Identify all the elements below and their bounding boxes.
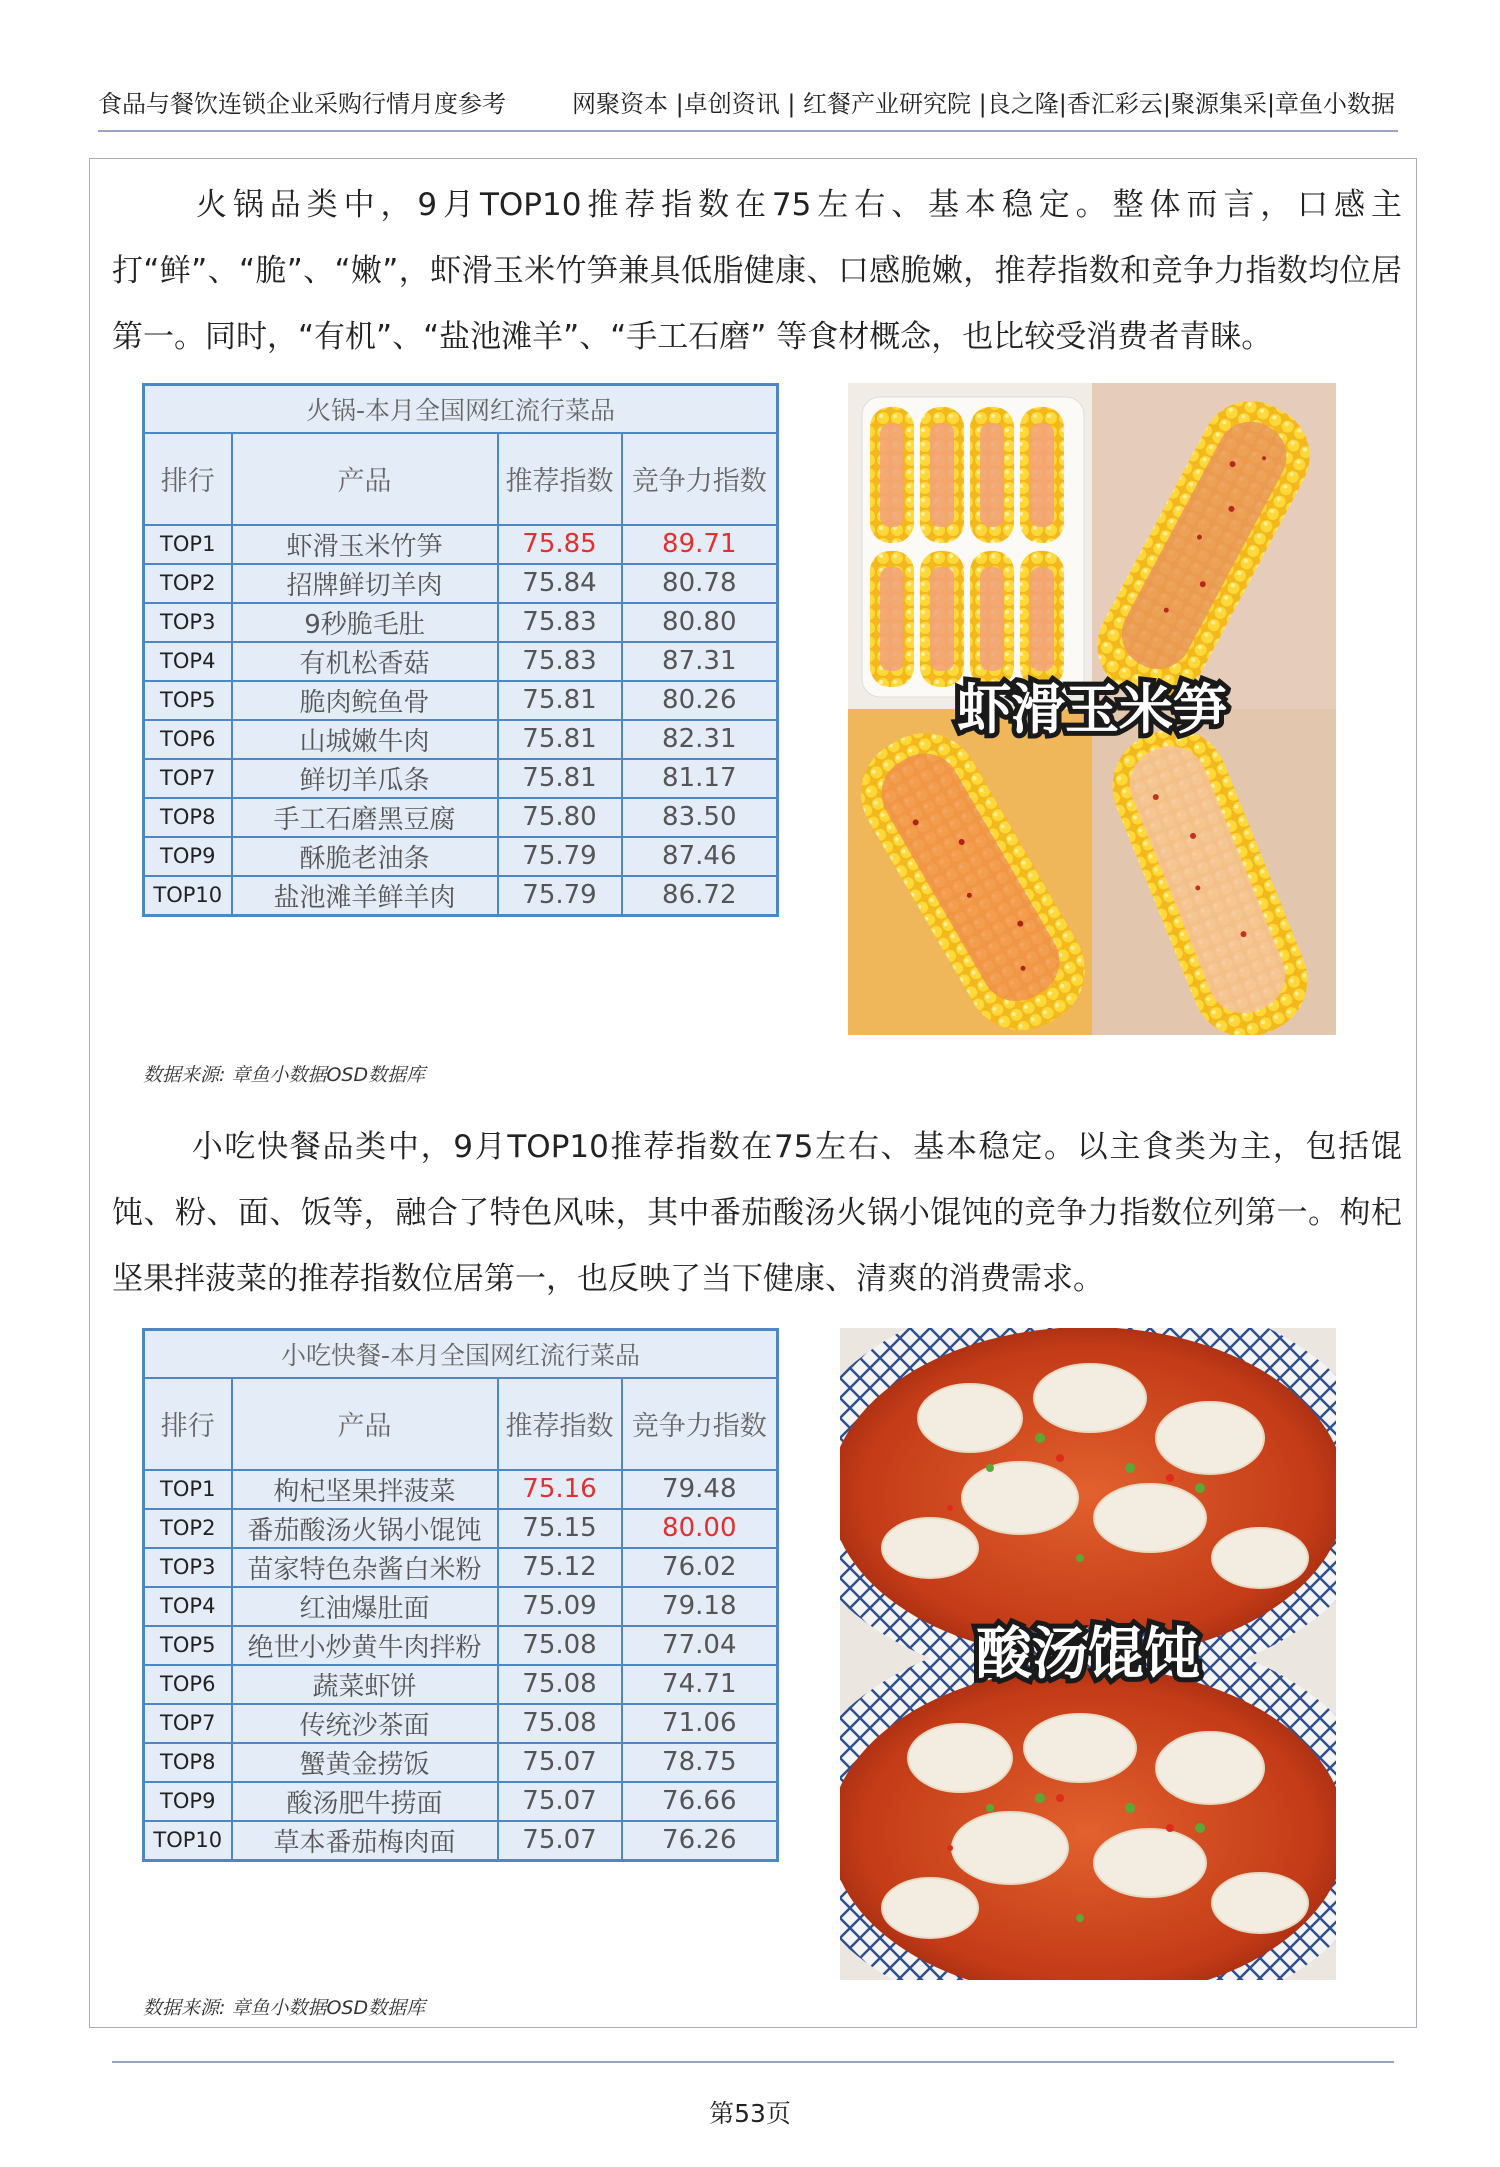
hotpot-comp-index-cell: 80.80 [622,603,778,642]
hotpot-product-cell: 脆肉鲩鱼骨 [232,681,498,720]
snack-product-cell: 酸汤肥牛捞面 [232,1782,498,1821]
header-left-title: 食品与餐饮连锁企业采购行情月度参考 [98,90,506,118]
hotpot-table-row [144,642,778,681]
hotpot-product-cell: 虾滑玉米竹笋 [232,525,498,564]
hotpot-table-row [144,681,778,720]
hotpot-table-row [144,759,778,798]
footer-divider [112,2061,1394,2063]
hotpot-rec-index-cell: 75.79 [498,876,622,916]
wonton-photo [840,1328,1336,1980]
snack-comp-index-cell: 79.18 [622,1587,778,1626]
page-number: 第53页 [709,2099,791,2128]
snack-header-rec: 推荐指数 [498,1378,622,1470]
hotpot-comp-index-cell: 87.31 [622,642,778,681]
corn-shrimp-image [848,383,1336,1035]
hotpot-rank-cell: TOP3 [144,603,232,642]
hotpot-rec-index-cell: 75.80 [498,798,622,837]
snack-rank-cell: TOP5 [144,1626,232,1665]
snack-rec-index-cell: 75.07 [498,1821,622,1861]
hotpot-table-row [144,798,778,837]
wonton-image [840,1328,1336,1980]
hotpot-rank-cell: TOP4 [144,642,232,681]
snack-rank-cell: TOP7 [144,1704,232,1743]
corn-shrimp-photo [848,383,1336,1035]
hotpot-table-row [144,603,778,642]
snack-product-cell: 番茄酸汤火锅小馄饨 [232,1509,498,1548]
snack-table-row [144,1470,778,1509]
snack-table [142,1328,779,1862]
hotpot-rank-cell: TOP1 [144,525,232,564]
hotpot-paragraph-text: 火锅品类中，9月TOP10推荐指数在75左右、基本稳定。整体而言，口感主打“鲜”、“脆”、“嫩”，虾滑玉米竹笋兼具低脂健康、口感脆嫩，推荐指数和竞争力指数均位居第一。同时，“有机”、“盐池滩羊”、“手工石磨” 等食材概念，也比较受消费者青睐。 [112,187,1402,355]
hotpot-rank-cell: TOP2 [144,564,232,603]
snack-rec-index-cell: 75.16 [498,1470,622,1509]
hotpot-rank-cell: TOP8 [144,798,232,837]
snack-table-row [144,1626,778,1665]
snack-rec-index-cell: 75.09 [498,1587,622,1626]
snack-paragraph-text: 小吃快餐品类中，9月TOP10推荐指数在75左右、基本稳定。以主食类为主，包括馄饨、粉、面、饭等，融合了特色风味，其中番茄酸汤火锅小馄饨的竞争力指数位列第一。枸杞坚果拌菠菜的推荐指数位居第一，也反映了当下健康、清爽的消费需求。 [112,1129,1402,1297]
snack-rec-index-cell: 75.08 [498,1626,622,1665]
hotpot-product-cell: 9秒脆毛肚 [232,603,498,642]
snack-table-row [144,1665,778,1704]
snack-header-product: 产品 [232,1378,498,1470]
snack-table-row [144,1782,778,1821]
hotpot-rank-cell: TOP6 [144,720,232,759]
snack-product-cell: 苗家特色杂酱白米粉 [232,1548,498,1587]
snack-comp-index-cell: 79.48 [622,1470,778,1509]
hotpot-rec-index-cell: 75.83 [498,603,622,642]
hotpot-comp-index-cell: 86.72 [622,876,778,916]
snack-header-comp: 竞争力指数 [622,1378,778,1470]
wonton-caption: 酸汤馄饨 [976,1622,1200,1687]
snack-rec-index-cell: 75.07 [498,1743,622,1782]
snack-table-row [144,1587,778,1626]
hotpot-comp-index-cell: 87.46 [622,837,778,876]
hotpot-header-rank: 排行 [144,433,232,525]
hotpot-product-cell: 山城嫩牛肉 [232,720,498,759]
hotpot-rec-index-cell: 75.83 [498,642,622,681]
snack-table-row [144,1821,778,1861]
snack-comp-index-cell: 76.02 [622,1548,778,1587]
hotpot-product-cell: 鲜切羊瓜条 [232,759,498,798]
hotpot-comp-index-cell: 82.31 [622,720,778,759]
hotpot-table [142,383,779,917]
hotpot-rank-cell: TOP7 [144,759,232,798]
hotpot-table-row [144,525,778,564]
snack-product-cell: 蔬菜虾饼 [232,1665,498,1704]
snack-rec-index-cell: 75.12 [498,1548,622,1587]
hotpot-rec-index-cell: 75.84 [498,564,622,603]
snack-rec-index-cell: 75.07 [498,1782,622,1821]
hotpot-table-row [144,564,778,603]
snack-table-row [144,1548,778,1587]
hotpot-header-comp: 竞争力指数 [622,433,778,525]
hotpot-rec-index-cell: 75.81 [498,720,622,759]
snack-table-title: 小吃快餐-本月全国网红流行菜品 [144,1330,778,1378]
hotpot-rec-index-cell: 75.85 [498,525,622,564]
corn-shrimp-caption: 虾滑玉米笋 [957,678,1227,741]
snack-rank-cell: TOP1 [144,1470,232,1509]
snack-table-row [144,1743,778,1782]
hotpot-source: 数据来源: 章鱼小数据OSD数据库 [143,1064,426,1086]
hotpot-comp-index-cell: 83.50 [622,798,778,837]
hotpot-comp-index-cell: 81.17 [622,759,778,798]
hotpot-header-rec: 推荐指数 [498,433,622,525]
hotpot-rank-cell: TOP9 [144,837,232,876]
hotpot-comp-index-cell: 89.71 [622,525,778,564]
hotpot-rec-index-cell: 75.81 [498,759,622,798]
snack-product-cell: 红油爆肚面 [232,1587,498,1626]
hotpot-table-row [144,876,778,916]
snack-comp-index-cell: 80.00 [622,1509,778,1548]
snack-comp-index-cell: 76.66 [622,1782,778,1821]
snack-comp-index-cell: 71.06 [622,1704,778,1743]
hotpot-paragraph [112,172,1402,370]
snack-source: 数据来源: 章鱼小数据OSD数据库 [143,1997,426,2019]
snack-rank-cell: TOP8 [144,1743,232,1782]
snack-rank-cell: TOP2 [144,1509,232,1548]
snack-comp-index-cell: 78.75 [622,1743,778,1782]
snack-product-cell: 绝世小炒黄牛肉拌粉 [232,1626,498,1665]
hotpot-header-product: 产品 [232,433,498,525]
snack-product-cell: 传统沙茶面 [232,1704,498,1743]
hotpot-table-title: 火锅-本月全国网红流行菜品 [144,385,778,433]
hotpot-rec-index-cell: 75.81 [498,681,622,720]
snack-rank-cell: TOP10 [144,1821,232,1861]
snack-rank-cell: TOP6 [144,1665,232,1704]
snack-product-cell: 草本番茄梅肉面 [232,1821,498,1861]
snack-comp-index-cell: 77.04 [622,1626,778,1665]
snack-product-cell: 枸杞坚果拌菠菜 [232,1470,498,1509]
snack-paragraph [112,1114,1402,1312]
hotpot-comp-index-cell: 80.26 [622,681,778,720]
snack-table-row [144,1704,778,1743]
header-divider [98,130,1398,132]
snack-rank-cell: TOP3 [144,1548,232,1587]
hotpot-product-cell: 手工石磨黑豆腐 [232,798,498,837]
snack-rank-cell: TOP9 [144,1782,232,1821]
snack-rec-index-cell: 75.15 [498,1509,622,1548]
hotpot-rank-cell: TOP5 [144,681,232,720]
hotpot-table-row [144,720,778,759]
header-right-sources: 网聚资本 |卓创资讯 | 红餐产业研究院 |良之隆|香汇彩云|聚源集采|章鱼小数据 [572,90,1396,118]
hotpot-product-cell: 有机松香菇 [232,642,498,681]
snack-comp-index-cell: 74.71 [622,1665,778,1704]
snack-table-row [144,1509,778,1548]
snack-header-rank: 排行 [144,1378,232,1470]
snack-rec-index-cell: 75.08 [498,1704,622,1743]
snack-rank-cell: TOP4 [144,1587,232,1626]
hotpot-table-row [144,837,778,876]
hotpot-rank-cell: TOP10 [144,876,232,916]
hotpot-rec-index-cell: 75.79 [498,837,622,876]
hotpot-product-cell: 招牌鲜切羊肉 [232,564,498,603]
hotpot-product-cell: 盐池滩羊鲜羊肉 [232,876,498,916]
snack-rec-index-cell: 75.08 [498,1665,622,1704]
hotpot-comp-index-cell: 80.78 [622,564,778,603]
snack-comp-index-cell: 76.26 [622,1821,778,1861]
hotpot-product-cell: 酥脆老油条 [232,837,498,876]
snack-product-cell: 蟹黄金捞饭 [232,1743,498,1782]
